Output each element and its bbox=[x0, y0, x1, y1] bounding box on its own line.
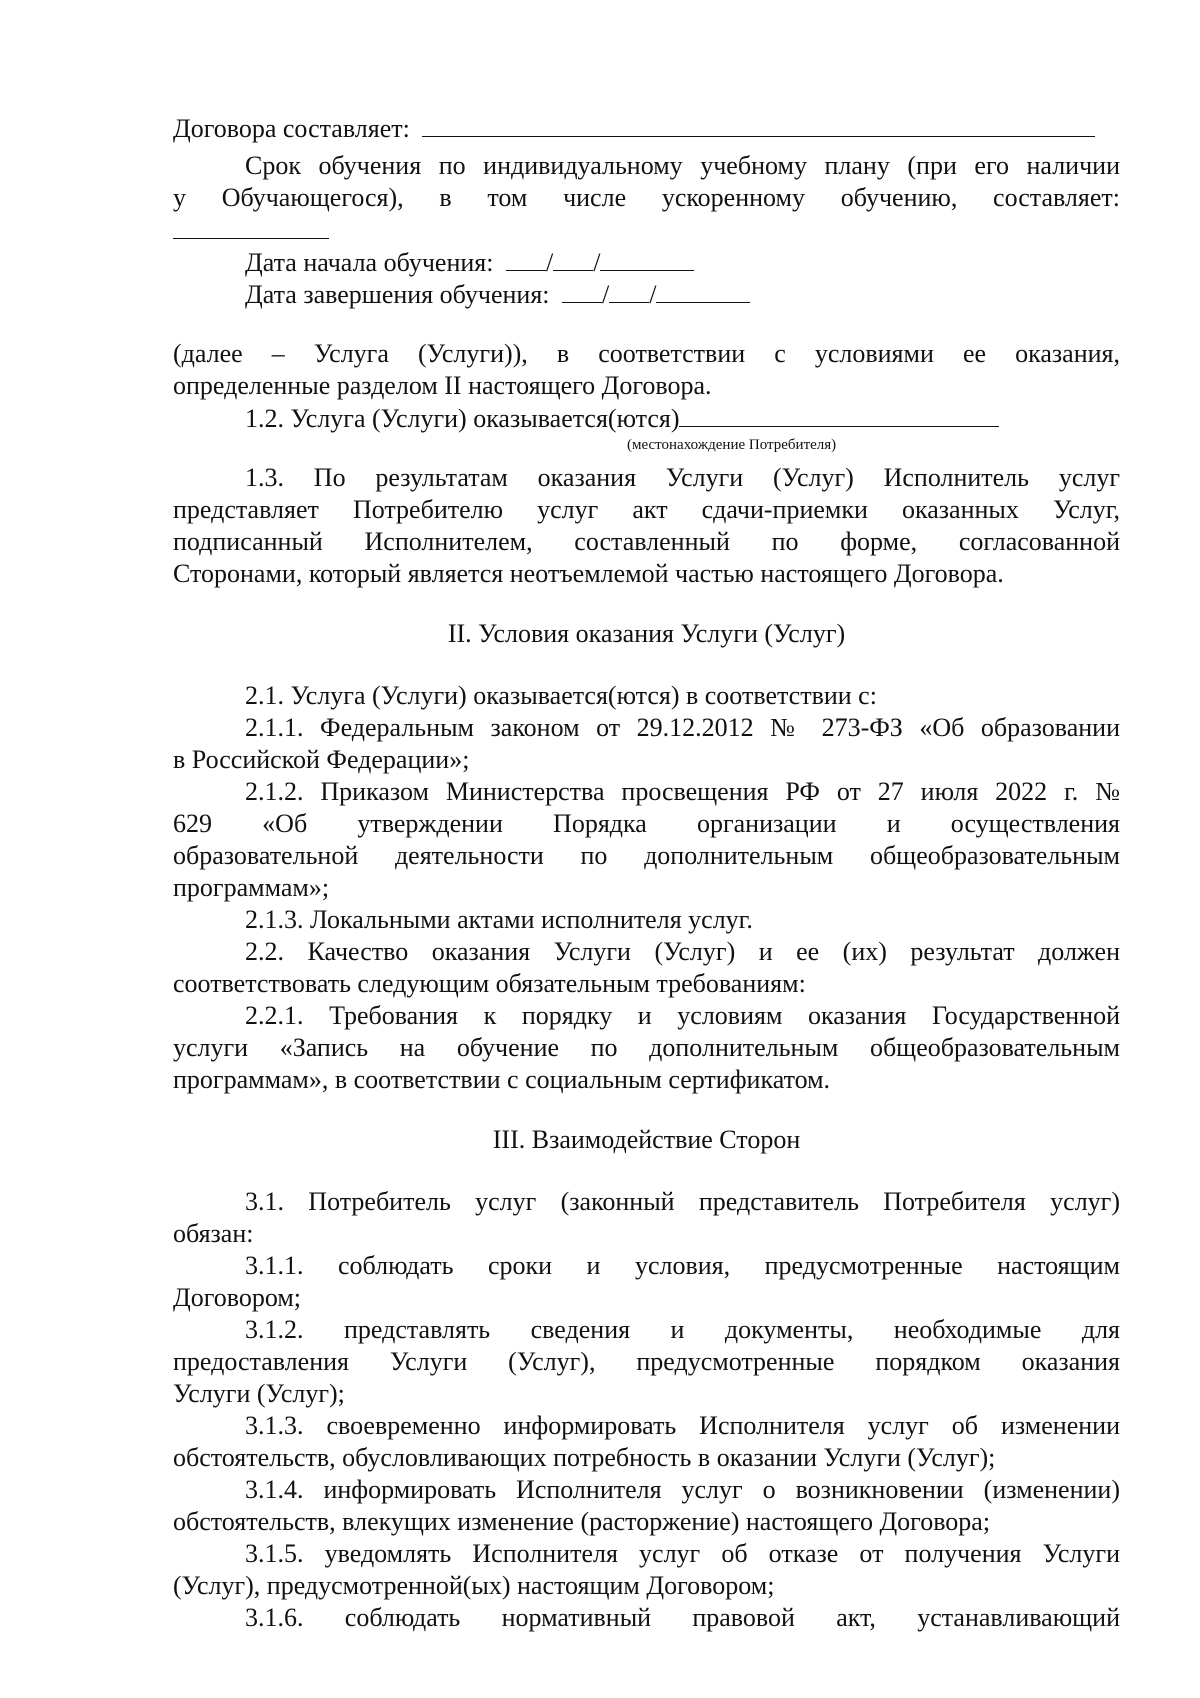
duration-line bbox=[173, 112, 1120, 144]
start-date-day-blank bbox=[506, 246, 546, 271]
clause-2-1-2-line4: программам»; bbox=[173, 873, 330, 902]
clause-1-2 bbox=[245, 402, 1120, 434]
start-date-slash-2: / bbox=[593, 248, 601, 277]
section-2-title: II. Условия оказания Услуги (Услуг) bbox=[447, 619, 846, 648]
clause-3-1-2-line2: предоставления Услуги (Услуг), предусмотренные порядком оказания bbox=[173, 1347, 1120, 1376]
duration-label: Договора составляет: bbox=[173, 114, 410, 143]
clause-3-1-6-line1: 3.1.6. соблюдать нормативный правовой акт, устанавливающий bbox=[245, 1603, 1120, 1632]
end-date-slash-2: / bbox=[649, 280, 657, 309]
individual-plan-line1: Срок обучения по индивидуальному учебному плану (при его наличии bbox=[245, 151, 1120, 180]
clause-1-3-line4: Сторонами, который является неотъемлемой частью настоящего Договора. bbox=[173, 559, 1004, 588]
clause-3-1-3-line2: обстоятельств, обусловливающих потребность в оказании Услуги (Услуг); bbox=[173, 1443, 996, 1472]
consumer-location-blank bbox=[679, 402, 999, 427]
clause-3-1-5-line2: (Услуг), предусмотренной(ых) настоящим Договором; bbox=[173, 1571, 775, 1600]
start-date-year-blank bbox=[600, 246, 694, 271]
consumer-location-caption: (местонахождение Потребителя) bbox=[627, 437, 837, 453]
clause-1-3-line2: представляет Потребителю услуг акт сдачи-приемки оказанных Услуг, bbox=[173, 495, 1120, 524]
start-date-slash-1: / bbox=[545, 248, 554, 277]
clause-2-1-2-line1: 2.1.2. Приказом Министерства просвещения РФ от 27 июля 2022 г. № bbox=[245, 777, 1120, 806]
clause-3-1-line2: обязан: bbox=[173, 1219, 254, 1248]
end-date-label: Дата завершения обучения: bbox=[245, 280, 550, 309]
individual-plan-blank bbox=[173, 214, 329, 239]
clause-3-1-4-line1: 3.1.4. информировать Исполнителя услуг о возникновении (изменении) bbox=[245, 1475, 1120, 1504]
clause-2-1-2-line3: образовательной деятельности по дополнительным общеобразовательным bbox=[173, 841, 1120, 870]
clause-1-2-text: 1.2. Услуга (Услуги) оказывается(ются) bbox=[245, 404, 680, 433]
start-date-month-blank bbox=[553, 246, 593, 271]
clause-2-1-1-line2: в Российской Федерации»; bbox=[173, 745, 470, 774]
hereinafter-line1: (далее – Услуга (Услуги)), в соответствии с условиями ее оказания, bbox=[173, 339, 1120, 368]
clause-2-1-3: 2.1.3. Локальными актами исполнителя услуг. bbox=[245, 905, 753, 934]
clause-3-1-5-line1: 3.1.5. уведомлять Исполнителя услуг об отказе от получения Услуги bbox=[245, 1539, 1120, 1568]
clause-2-2-1-line2: услуги «Запись на обучение по дополнительным общеобразовательным bbox=[173, 1033, 1120, 1062]
hereinafter-line2: определенные разделом II настоящего Договора. bbox=[173, 371, 712, 400]
clause-3-1-line1: 3.1. Потребитель услуг (законный представитель Потребителя услуг) bbox=[245, 1187, 1120, 1216]
end-date-month-blank bbox=[609, 278, 649, 303]
clause-3-1-1-line1: 3.1.1. соблюдать сроки и условия, предусмотренные настоящим bbox=[245, 1251, 1120, 1280]
clause-3-1-2-line3: Услуги (Услуг); bbox=[173, 1379, 345, 1408]
start-date-label: Дата начала обучения: bbox=[245, 248, 494, 277]
end-date-slash-1: / bbox=[602, 280, 610, 309]
clause-2-2-1-line3: программам», в соответствии с социальным сертификатом. bbox=[173, 1065, 831, 1094]
clause-3-1-4-line2: обстоятельств, влекущих изменение (расторжение) настоящего Договора; bbox=[173, 1507, 991, 1536]
section-3-title: III. Взаимодействие Сторон bbox=[492, 1125, 801, 1154]
end-date-line bbox=[245, 278, 1120, 310]
individual-plan-line2: у Обучающегося), в том числе ускоренному обучению, составляет: bbox=[173, 183, 1120, 212]
clause-3-1-2-line1: 3.1.2. представлять сведения и документы, необходимые для bbox=[245, 1315, 1120, 1344]
clause-2-1-1-line1: 2.1.1. Федеральным законом от 29.12.2012 № 273-ФЗ «Об образовании bbox=[245, 713, 1120, 742]
clause-2-2-1-line1: 2.2.1. Требования к порядку и условиям оказания Государственной bbox=[245, 1001, 1120, 1030]
clause-2-2-line1: 2.2. Качество оказания Услуги (Услуг) и ее (их) результат должен bbox=[245, 937, 1120, 966]
end-date-year-blank bbox=[656, 278, 750, 303]
start-date-line bbox=[245, 246, 1120, 278]
clause-2-1: 2.1. Услуга (Услуги) оказывается(ются) в соответствии с: bbox=[245, 681, 877, 710]
clause-1-3-line1: 1.3. По результатам оказания Услуги (Услуг) Исполнитель услуг bbox=[245, 463, 1120, 492]
clause-1-3-line3: подписанный Исполнителем, составленный по форме, согласованной bbox=[173, 527, 1120, 556]
end-date-day-blank bbox=[562, 278, 602, 303]
clause-3-1-3-line1: 3.1.3. своевременно информировать Исполнителя услуг об изменении bbox=[245, 1411, 1120, 1440]
duration-blank bbox=[422, 112, 1095, 137]
clause-2-2-line2: соответствовать следующим обязательным требованиям: bbox=[173, 969, 806, 998]
individual-plan-blank-line bbox=[173, 214, 1120, 246]
clause-2-1-2-line2: 629 «Об утверждении Порядка организации и осуществления bbox=[173, 809, 1120, 838]
clause-3-1-1-line2: Договором; bbox=[173, 1283, 302, 1312]
